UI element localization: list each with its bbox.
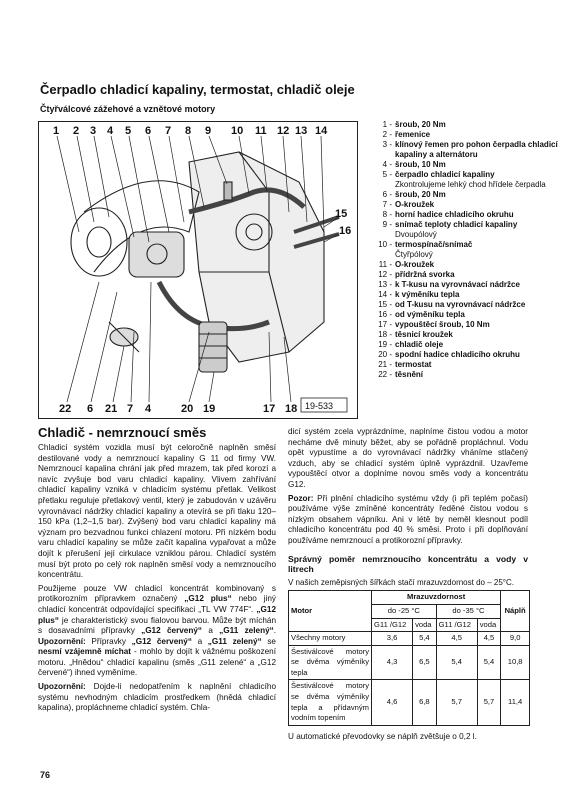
table-note: V našich zeměpisných šířkách stačí mrazuvzdornost do – 25°C. xyxy=(288,577,514,587)
paragraph: Chladicí systém vozidla musí být celoročně naplněn směsí destilované vody a nemrznoucí kapaliny G 11 od firmy VW. Nemrznoucí kapalina chrání jak před mrazem, tak před korozí a navíc zvyšuje bod varu chladicí kapaliny. Vlivem zahřívání chladicí kapaliny vzniká v chladicím systému přetlak. Velikost přetlaku reguluje přetlakový ventil, který je zabudován v uzávěru vyrovnávací nádržky chladicí kapaliny a otevírá se při tlaku 120–150 kPa (1,2–1,5 bar). Zvýšený bod varu chladicí kapaliny má význam pro bezvadnou funkci chlazení motoru. Při nízkém bodu varu chladicí kapaliny se může začít kapalina vypařovat a může dojít k přerušení její cirkulace vzniklou párou. Chladicí systém musí být proto po celý rok naplněn směsí vody a nemrznoucího koncentrátu. xyxy=(38,443,276,580)
legend-number: 8 - xyxy=(382,210,392,219)
legend-text: šroub, 20 Nm xyxy=(395,190,446,199)
callout-21: 21 xyxy=(105,403,118,415)
legend-item xyxy=(370,370,560,380)
exploded-view-figure xyxy=(38,121,358,419)
paragraph: Pozor: Při plnění chladicího systému vždy (i při teplém počasí) používáme výše zmíněné koncentráty ředěné čistou vodou s nízkým obsahem vápníku. Ani v létě by neměl klesnout podíl chladicího koncentrátu pod 40 % směsi. Proto i při doplňování používáme nemrznoucí a protikorozní přípravky. xyxy=(288,493,528,545)
paragraph: Použijeme pouze VW chladicí koncentrát kombinovaný s protikorozním přípravkem označený „G12 plus“ nebo jiný chladicí koncentrát odpovídající specifikaci „TL VW 774F“. „G12 plus“ je charakteristický svou fialovou barvou. Může být míchán s dosavadními přípravky „G12 červený“ a „G11 zelený“. Upozornění: Přípravky „G12 červený“ a „G11 zelený“ se nesmí vzájemně míchat - mohlo by dojít k vážnému poškození motoru. „Hnědou“ chladicí kapalinu (směs „G11 zelené“ a „G12 červené“) ihned vyměníme. xyxy=(38,583,276,678)
table-title: Správný poměr nemrznoucího koncentrátu a vody v litrech xyxy=(288,553,528,575)
legend-subtext: Zkontrolujeme lehký chod hřídele čerpadla xyxy=(395,180,546,189)
legend-text: řemenice xyxy=(395,130,431,139)
page-subtitle: Čtyřválcové zážehové a vznětové motory xyxy=(40,104,216,114)
legend-text: O-kroužek xyxy=(395,260,435,269)
legend-item xyxy=(370,360,560,370)
legend-number: 1 - xyxy=(382,120,392,129)
callout-12: 12 xyxy=(277,125,290,137)
legend-number: 14 - xyxy=(378,290,392,299)
page-title: Čerpadlo chladicí kapaliny, termostat, chladič oleje xyxy=(40,82,355,97)
legend-item xyxy=(370,300,560,310)
legend-number: 13 - xyxy=(378,280,392,289)
table-header-motor: Motor xyxy=(289,591,372,632)
legend-item xyxy=(370,310,560,320)
legend-number: 11 - xyxy=(378,260,392,269)
table-header-fill: Náplň xyxy=(501,591,530,632)
legend-number: 22 - xyxy=(378,370,392,379)
legend-text: spodní hadice chladicího okruhu xyxy=(395,350,520,359)
legend-item xyxy=(370,350,560,360)
table-subheader: G11 /G12 xyxy=(372,618,413,632)
callout-15: 15 xyxy=(335,208,348,220)
legend-text: k výměníku tepla xyxy=(395,290,460,299)
legend-subtext: Čtyřpólový xyxy=(395,250,433,259)
legend-item xyxy=(370,210,560,220)
legend-text: od T-kusu na vyrovnávací nádržce xyxy=(395,300,526,309)
legend-text: termostat xyxy=(395,360,432,369)
text-column-left xyxy=(38,443,276,717)
callout-7: 7 xyxy=(165,125,172,137)
table-subheader: G11 /G12 xyxy=(436,618,477,632)
legend-number: 18 - xyxy=(378,330,392,339)
legend-text: těsnění xyxy=(395,370,424,379)
legend-item xyxy=(370,170,560,180)
callout-5: 5 xyxy=(125,125,132,137)
legend-text: šroub, 20 Nm xyxy=(395,120,446,129)
legend-number: 17 - xyxy=(378,320,392,329)
callout-6b: 6 xyxy=(87,403,94,415)
table-row: Šestiválcové motory se dvěma výměníky tepla 4,3 6,5 5,4 5,4 10,8 xyxy=(289,645,530,680)
legend-text: chladič oleje xyxy=(395,340,444,349)
legend-number: 16 - xyxy=(378,310,392,319)
exploded-view-drawing xyxy=(39,122,357,418)
legend-item xyxy=(370,270,560,280)
legend-text: klínový řemen pro pohon čerpadla chladicí kapaliny a alternátoru xyxy=(395,140,558,159)
legend-item xyxy=(370,190,560,200)
legend-item xyxy=(370,260,560,270)
section-heading: Chladič - nemrznoucí směs xyxy=(38,425,207,440)
table-subheader: voda xyxy=(413,618,437,632)
table-header-temp2: do -35 °C xyxy=(436,604,501,618)
callout-3: 3 xyxy=(90,125,97,137)
text-column-right xyxy=(288,427,528,742)
table-row: Všechny motory 3,6 5,4 4,5 4,5 9,0 xyxy=(289,632,530,646)
legend-text: k T-kusu na vyrovnávací nádržce xyxy=(395,280,520,289)
legend-number: 15 - xyxy=(378,300,392,309)
callout-4b: 4 xyxy=(145,403,152,415)
legend-text: od výměníku tepla xyxy=(395,310,465,319)
callout-14: 14 xyxy=(315,125,328,137)
after-table-note: U automatické převodovky se náplň zvětšuje o 0,2 l. xyxy=(288,731,477,741)
callout-16: 16 xyxy=(339,225,352,237)
legend-item xyxy=(370,330,560,340)
legend-text: čerpadlo chladicí kapaliny xyxy=(395,170,495,179)
legend-number: 4 - xyxy=(382,160,392,169)
legend-text: vypouštěcí šroub, 10 Nm xyxy=(395,320,490,329)
callout-8: 8 xyxy=(185,125,192,137)
legend-text: snímač teploty chladicí kapaliny xyxy=(395,220,518,229)
legend-number: 3 - xyxy=(382,140,392,149)
table-header-frost: Mrazuvzdornost xyxy=(372,591,501,605)
callout-18: 18 xyxy=(285,403,298,415)
table-header-temp1: do -25 °C xyxy=(372,604,437,618)
callout-22: 22 xyxy=(59,403,72,415)
callout-9: 9 xyxy=(205,125,212,137)
callout-11: 11 xyxy=(255,125,267,137)
legend-item xyxy=(370,160,560,170)
legend-text: těsnicí kroužek xyxy=(395,330,453,339)
legend-number: 10 - xyxy=(378,240,392,249)
legend-number: 5 - xyxy=(382,170,392,179)
callout-4: 4 xyxy=(107,125,114,137)
legend-number: 6 - xyxy=(382,190,392,199)
callout-6: 6 xyxy=(145,125,152,137)
legend-item xyxy=(370,130,560,140)
legend-subtext: Dvoupólový xyxy=(395,230,437,239)
legend-text: termospínač/snímač xyxy=(395,240,473,249)
figure-id: 19-533 xyxy=(305,401,334,411)
legend-text: O-kroužek xyxy=(395,200,435,209)
callout-17: 17 xyxy=(263,403,276,415)
legend-list xyxy=(370,120,560,380)
callout-1: 1 xyxy=(53,125,60,137)
paragraph: Upozornění: Dojde-li nedopatřením k naplnění chladicího systému nevhodným chladicím prostředkem (hnědá chladicí kapalina), propláchneme chladicí systém. Chla- xyxy=(38,682,276,713)
legend-text: šroub, 10 Nm xyxy=(395,160,446,169)
legend-item xyxy=(370,220,560,230)
legend-text: přídržná svorka xyxy=(395,270,455,279)
callout-2: 2 xyxy=(73,125,80,137)
legend-item xyxy=(370,280,560,290)
legend-item xyxy=(370,200,560,210)
legend-number: 2 - xyxy=(382,130,392,139)
legend-number: 19 - xyxy=(378,340,392,349)
legend-item xyxy=(370,340,560,350)
page-number: 76 xyxy=(40,770,51,780)
legend-item xyxy=(370,290,560,300)
legend-number: 7 - xyxy=(382,200,392,209)
paragraph: dicí systém zcela vyprázdníme, naplníme čistou vodou a motor necháme dvě minuty běžet, aby se pořádně propláchnul. Vodu opět vypustíme a do vyrovnávací nádržky vháníme stlačený vzduch, aby se chladicí systém úplně vyprázdnil. Uzavřeme vypouštěcí otvor a doplníme novou směs vody a koncentrátu G12. xyxy=(288,427,528,489)
legend-item xyxy=(370,120,560,130)
legend-item xyxy=(370,140,560,160)
legend-item xyxy=(370,320,560,330)
antifreeze-table xyxy=(288,590,530,726)
callout-7b: 7 xyxy=(127,403,134,415)
callout-20: 20 xyxy=(181,403,194,415)
callout-19: 19 xyxy=(203,403,216,415)
legend-number: 20 - xyxy=(378,350,392,359)
legend-text: horní hadice chladicího okruhu xyxy=(395,210,514,219)
legend-number: 21 - xyxy=(378,360,392,369)
table-row: Šestiválcové motory se dvěma výměníky tepla a přídavným vodním topením 4,6 6,8 5,7 5,7 11,4 xyxy=(289,680,530,725)
table-subheader: voda xyxy=(477,618,501,632)
legend-number: 12 - xyxy=(378,270,392,279)
legend-number: 9 - xyxy=(382,220,392,229)
callout-10: 10 xyxy=(231,125,244,137)
legend-item xyxy=(370,240,560,250)
callout-13: 13 xyxy=(295,125,308,137)
